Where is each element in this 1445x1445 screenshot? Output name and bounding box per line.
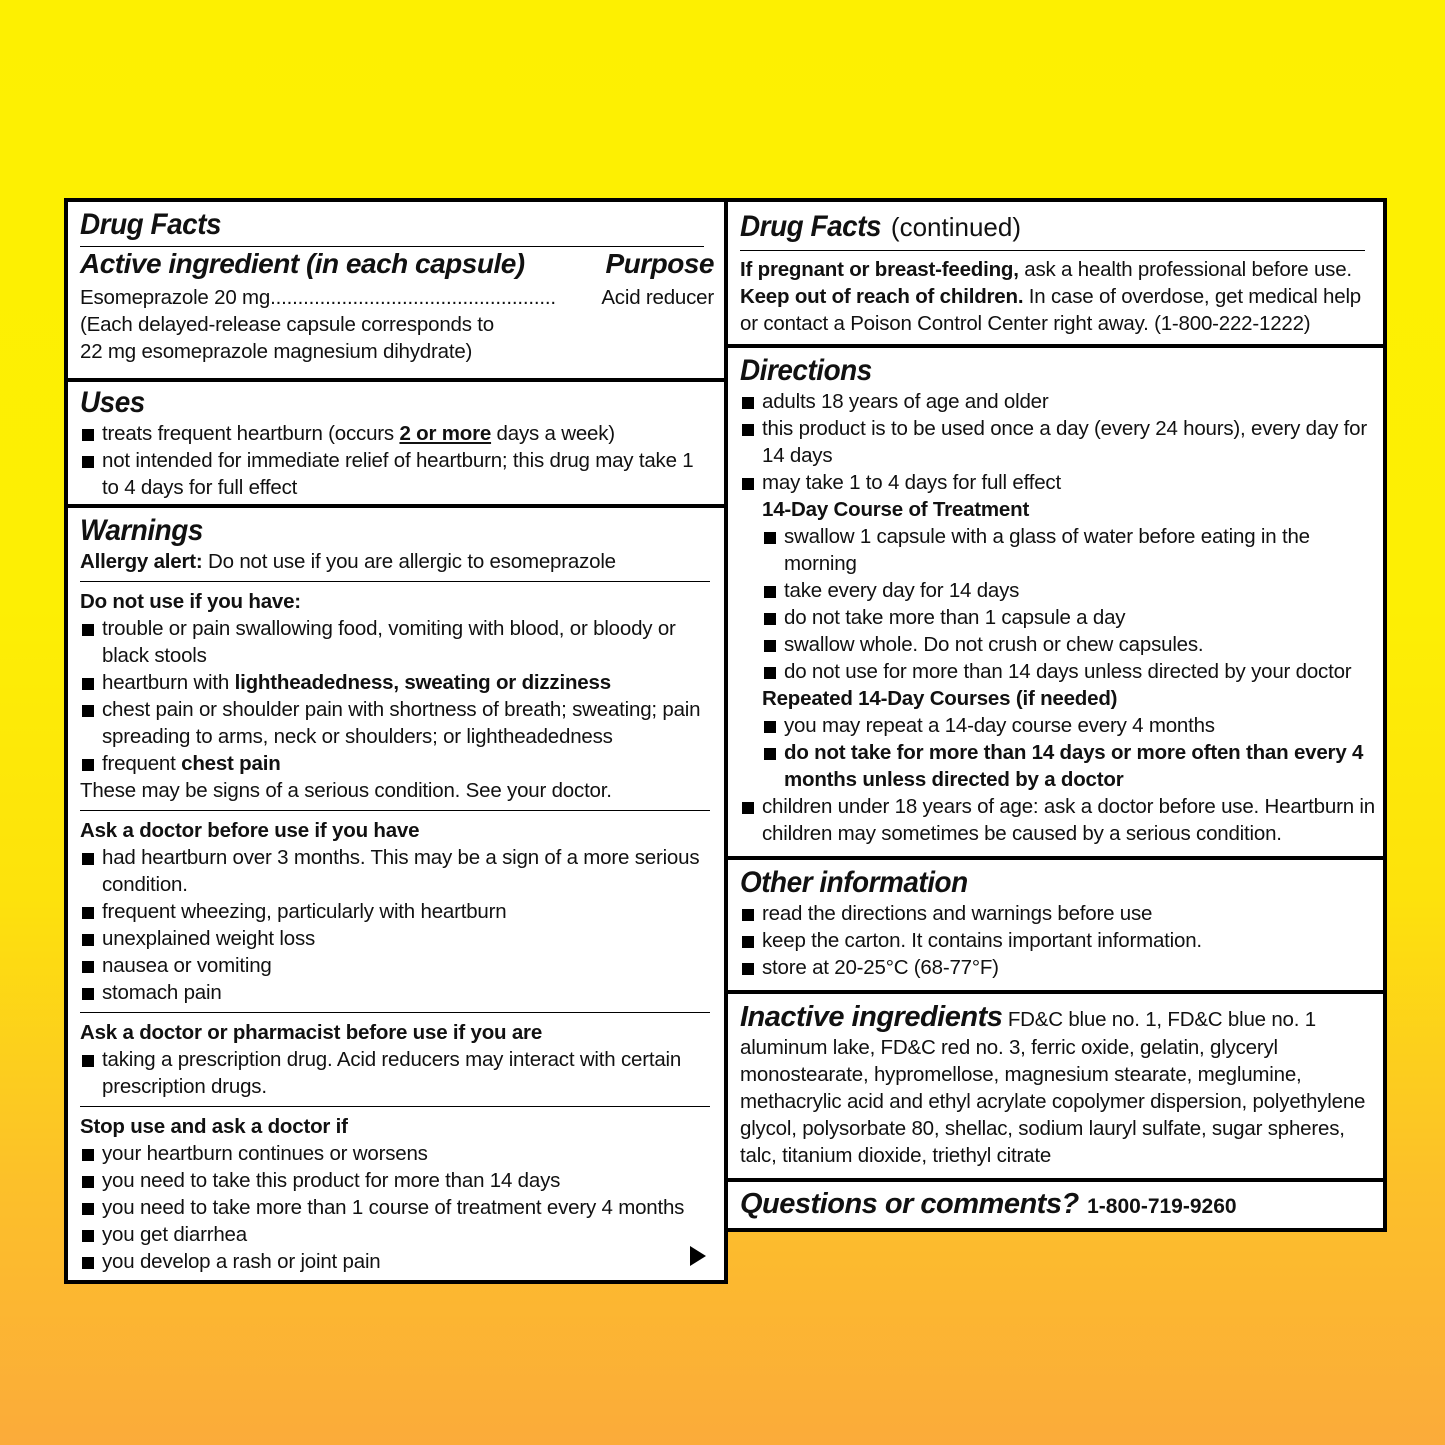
bullet-icon — [82, 429, 94, 441]
other-information-heading: Other information — [740, 866, 968, 899]
bullet-icon — [764, 640, 776, 652]
do-not-use-heading: Do not use if you have: — [80, 590, 301, 613]
ask-pharmacist-heading: Ask a doctor or pharmacist before use if you are — [80, 1021, 543, 1044]
bullet-icon — [764, 721, 776, 733]
questions-phone[interactable]: 1-800-719-9260 — [1087, 1195, 1237, 1218]
course-item: swallow 1 capsule with a glass of water before eating in the morning — [762, 523, 1375, 577]
inactive-ingredients-section — [728, 990, 1383, 1182]
bullet-icon — [82, 624, 94, 636]
ask-doctor-item: frequent wheezing, particularly with heartburn — [80, 898, 710, 925]
pregnant-label: If pregnant or breast-feeding, — [740, 258, 1019, 281]
bullet-icon — [742, 397, 754, 409]
drug-facts-continued-title: Drug Facts — [740, 210, 882, 243]
directions-heading: Directions — [740, 354, 872, 387]
purpose-heading: Purpose — [605, 248, 714, 279]
bullet-icon — [82, 1203, 94, 1215]
active-ingredient-section — [68, 202, 724, 378]
inactive-ingredients-heading: Inactive ingredients — [740, 1001, 1003, 1033]
bullet-icon — [82, 907, 94, 919]
active-ingredient-name: Esomeprazole 20 mg.................................................... — [80, 286, 556, 309]
drug-facts-title: Drug Facts — [80, 208, 222, 241]
pregnant-text: ask a health professional before use. — [1018, 258, 1352, 281]
course-item: do not use for more than 14 days unless directed by your doctor — [762, 658, 1375, 685]
bullet-icon — [742, 424, 754, 436]
bullet-icon — [82, 961, 94, 973]
stop-use-item: your heartburn continues or worsens — [80, 1140, 710, 1167]
bullet-icon — [742, 909, 754, 921]
continue-arrow-icon — [690, 1246, 706, 1266]
uses-item: treats frequent heartburn (occurs 2 or more days a week) — [80, 420, 714, 447]
do-not-use-item: chest pain or shoulder pain with shortness of breath; sweating; pain spreading to arms, neck or shoulders; or lightheadedness — [80, 696, 710, 750]
course-item: do not take more than 1 capsule a day — [762, 604, 1375, 631]
bullet-icon — [82, 853, 94, 865]
do-not-use-note: These may be signs of a serious condition. See your doctor. — [80, 779, 612, 802]
do-not-use-item: trouble or pain swallowing food, vomiting with blood, or bloody or black stools — [80, 615, 710, 669]
repeat-course-heading: Repeated 14-Day Courses (if needed) — [762, 687, 1118, 710]
allergy-alert-label: Allergy alert: — [80, 550, 203, 573]
bullet-icon — [82, 1230, 94, 1242]
warnings-heading: Warnings — [80, 514, 203, 547]
bullet-icon — [764, 613, 776, 625]
uses-section — [68, 378, 724, 508]
bullet-icon — [82, 678, 94, 690]
other-information-item: store at 20-25°C (68-77°F) — [740, 954, 1373, 981]
do-not-use-item: heartburn with lightheadedness, sweating or dizziness — [80, 669, 710, 696]
directions-item: children under 18 years of age: ask a doctor before use. Heartburn in children may sometimes be caused by a serious condition. — [740, 793, 1375, 847]
bullet-icon — [742, 478, 754, 490]
questions-section — [728, 1178, 1383, 1228]
uses-item: not intended for immediate relief of heartburn; this drug may take 1 to 4 days for full effect — [80, 447, 714, 501]
capsule-note-line-1: (Each delayed-release capsule corresponds to — [80, 313, 494, 336]
bullet-icon — [764, 586, 776, 598]
bullet-icon — [82, 1055, 94, 1067]
stop-use-item: you get diarrhea — [80, 1221, 710, 1248]
warnings-section — [68, 504, 724, 1280]
bullet-icon — [764, 667, 776, 679]
stop-use-item: you develop a rash or joint pain — [80, 1248, 710, 1275]
directions-item: adults 18 years of age and older — [740, 388, 1375, 415]
directions-item: this product is to be used once a day (every 24 hours), every day for 14 days — [740, 415, 1375, 469]
course-heading: 14-Day Course of Treatment — [762, 498, 1030, 521]
repeat-course-item: do not take for more than 14 days or more often than every 4 months unless directed by a doctor — [762, 739, 1375, 793]
continued-suffix: (continued) — [883, 212, 1022, 242]
ask-doctor-item: nausea or vomiting — [80, 952, 710, 979]
other-information-item: read the directions and warnings before use — [740, 900, 1373, 927]
drug-facts-left-panel — [64, 198, 728, 1284]
bullet-icon — [82, 1149, 94, 1161]
capsule-note-line-2: 22 mg esomeprazole magnesium dihydrate) — [80, 340, 473, 363]
course-item: take every day for 14 days — [762, 577, 1375, 604]
continued-section — [728, 202, 1383, 344]
other-information-section — [728, 856, 1383, 994]
bullet-icon — [764, 748, 776, 760]
course-item: swallow whole. Do not crush or chew capsules. — [762, 631, 1375, 658]
keep-out-text: In case of overdose, get medical help or contact a Poison Control Center right away. (1-800-222-1222) — [740, 285, 1361, 335]
bullet-icon — [742, 936, 754, 948]
active-ingredient-heading: Active ingredient (in each capsule) — [80, 248, 525, 279]
bullet-icon — [742, 963, 754, 975]
bullet-icon — [82, 1176, 94, 1188]
inactive-ingredients-text: FD&C blue no. 1, FD&C blue no. 1 aluminum lake, FD&C red no. 3, ferric oxide, gelatin, glyceryl monostearate, hypromellose, magnesium stearate, meglumine, methacrylic acid and ethyl acrylate copolymer dispersion, polyethylene glycol, polysorbate 80, shellac, sodium lauryl sulfate, sugar spheres, talc, titanium dioxide, triethyl citrate — [740, 1008, 1366, 1167]
bullet-icon — [82, 988, 94, 1000]
other-information-item: keep the carton. It contains important information. — [740, 927, 1373, 954]
bullet-icon — [82, 934, 94, 946]
stop-use-item: you need to take more than 1 course of treatment every 4 months — [80, 1194, 710, 1221]
ask-doctor-item: had heartburn over 3 months. This may be a sign of a more serious condition. — [80, 844, 710, 898]
bullet-icon — [82, 759, 94, 771]
uses-heading: Uses — [80, 386, 145, 419]
bullet-icon — [82, 1257, 94, 1269]
do-not-use-item: frequent chest pain — [80, 750, 710, 777]
purpose-value: Acid reducer — [601, 286, 714, 309]
bullet-icon — [82, 456, 94, 468]
drug-facts-right-panel — [724, 198, 1387, 1232]
bullet-icon — [742, 802, 754, 814]
bullet-icon — [764, 532, 776, 544]
ask-doctor-heading: Ask a doctor before use if you have — [80, 819, 420, 842]
directions-item: may take 1 to 4 days for full effect — [740, 469, 1375, 496]
allergy-alert-text: Do not use if you are allergic to esomeprazole — [202, 550, 616, 573]
bullet-icon — [82, 705, 94, 717]
ask-pharmacist-item: taking a prescription drug. Acid reducers may interact with certain prescription drugs. — [80, 1046, 710, 1100]
ask-doctor-item: stomach pain — [80, 979, 710, 1006]
repeat-course-item: you may repeat a 14-day course every 4 months — [762, 712, 1375, 739]
stop-use-item: you need to take this product for more than 14 days — [80, 1167, 710, 1194]
keep-out-label: Keep out of reach of children. — [740, 285, 1024, 308]
ask-doctor-item: unexplained weight loss — [80, 925, 710, 952]
questions-heading: Questions or comments? — [740, 1188, 1079, 1220]
directions-section — [728, 344, 1383, 860]
stop-use-heading: Stop use and ask a doctor if — [80, 1115, 348, 1138]
